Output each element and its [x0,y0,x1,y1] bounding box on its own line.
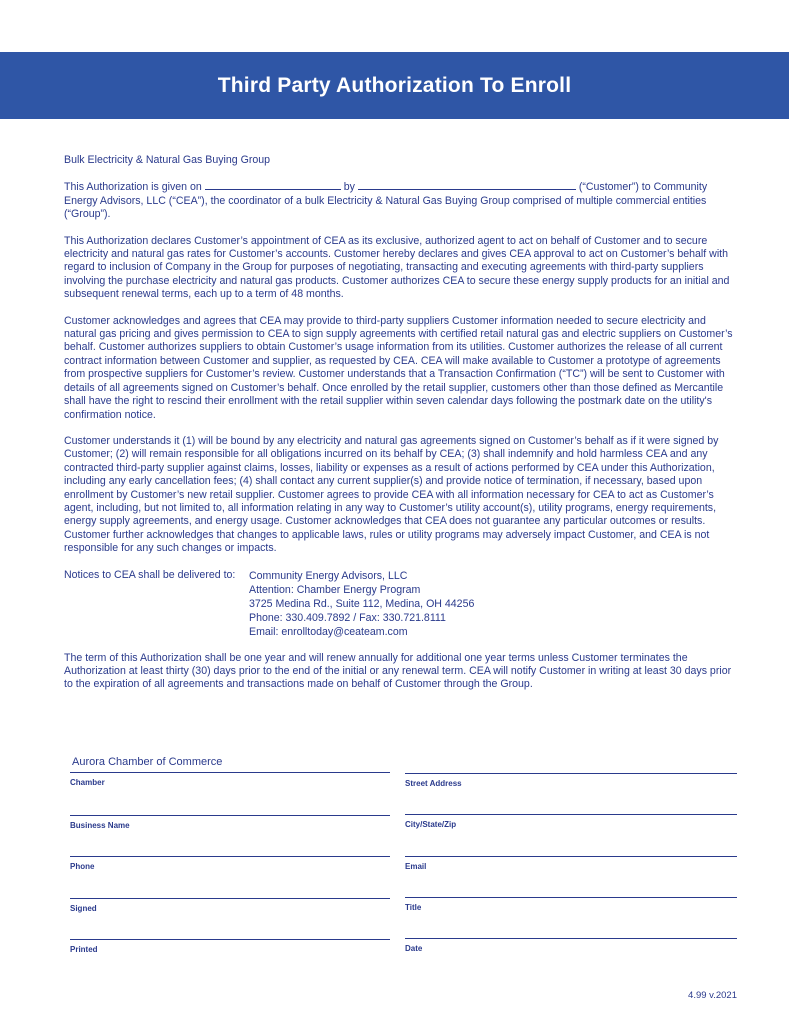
signed-field[interactable] [70,898,390,913]
city-state-zip-field[interactable] [405,814,737,829]
obligations-paragraph: Customer understands it (1) will be bound by any electricity and natural gas agreements signed on Customer’s behalf as if it were signed by Customer; (2) will remain responsible for all obligations incurred on its behalf by CEA; (3) shall indemnify and hold harmless CEA and any contracted third-party supplier against claims, losses, liability or expenses as a result of actions performed by CEA under this Authorization, including any early cancellation fees; (4) shall contact any current supplier(s) and provide notice of termination, if necessary, based upon enrollment by Customer’s new retail supplier. Customer agrees to provide CEA with all information necessary for CEA to act as Customer’s agent, including, but not limited to, all information relating in any way to Customer’s utility account(s), utility programs, energy requirements, energy supply agreements, and energy usage. Customer acknowledges that CEA does not guarantee any particular outcomes or results. Customer further acknowledges that changes to applicable laws, rules or utility programs may adversely impact Customer, and CEA is not responsible for any such changes or impacts. [64,434,719,555]
page-title: Third Party Authorization To Enroll [217,73,572,97]
field-label: Email [405,862,427,871]
notice-line: Email: enrolltoday@ceateam.com [249,625,408,638]
customer-name-blank[interactable] [358,179,576,190]
phone-field[interactable] [70,856,390,871]
field-label: Street Address [405,779,462,788]
appointment-paragraph: This Authorization declares Customer’s appointment of CEA as its exclusive, authorized agent to act on behalf of Customer and to secure electricity and natural gas rates for Customer’s accounts. Customer hereby declares and gives CEA approval to act on Customer’s behalf with regard to inclusion of Company in the Group for purposes of negotiating, transacting and executing agreements with third-party suppliers involving the purchase electricity and natural gas products. Customer authorizes CEA to secure these energy supply products for an initial and subsequent renewal terms, each up to a term of 48 months. [64,234,730,301]
intro-part-2: by [343,181,355,194]
date-field[interactable] [405,938,737,953]
field-label: Business Name [70,821,130,830]
acknowledgement-paragraph: Customer acknowledges and agrees that CEA may provide to third-party suppliers Customer information needed to secure electricity and natural gas pricing and gives permission to CEA to sign supply agreements with certified retail natural gas and electric suppliers on Customer’s behalf. Customer authorizes suppliers to obtain Customer’s usage information from its utilities. Customer authorizes the release of all current contract information between Customer and supplier, as requested by CEA. CEA will make available to Customer a prototype of agreements from prospective suppliers for Customer’s review. Customer understands that a Transaction Confirmation (“TC”) will be sent to Customer with details of all agreements signed on Customer’s behalf. Once enrolled by the retail supplier, customers other than those defined as Mercantile shall have the right to rescind their enrollment with the retail supplier within seven calendar days following the postmark date on the utility's confirmation notice. [64,314,733,421]
notice-line: Attention: Chamber Energy Program [249,583,421,596]
field-label: City/State/Zip [405,820,457,829]
term-paragraph: The term of this Authorization shall be one year and will renew annually for additional one year terms unless Customer terminates the Authorization at least thirty (30) days prior to the end of the initial or any renewal term. CEA will notify Customer in writing at least 30 days prior to the expiration of all agreements and transactions made on behalf of Customer through the Group. [64,651,732,691]
street-address-field[interactable] [405,773,737,788]
field-label: Date [405,944,423,953]
printed-field[interactable] [70,939,390,954]
business-name-field[interactable] [70,815,390,830]
email-field[interactable] [405,856,737,871]
field-label: Chamber [70,778,105,787]
document-body [64,154,736,705]
field-label: Phone [70,862,95,871]
title-banner [0,52,789,119]
intro-paragraph [64,179,736,221]
intro-part-1: This Authorization is given on [64,181,202,194]
chamber-field[interactable] [70,772,390,787]
document-subtitle: Bulk Electricity & Natural Gas Buying Group [64,154,271,166]
notices-label: Notices to CEA shall be delivered to: [64,568,236,581]
notice-line: 3725 Medina Rd., Suite 112, Medina, OH 44256 [249,597,475,610]
version-code: 4.99 v.2021 [688,990,737,1001]
field-label: Title [405,903,422,912]
date-blank[interactable] [205,179,341,190]
field-label: Printed [70,945,98,954]
field-label: Signed [70,904,97,913]
notice-line: Community Energy Advisors, LLC [249,569,408,582]
notices-address [249,569,474,639]
notices-block [64,569,736,639]
notice-line: Phone: 330.409.7892 / Fax: 330.721.8111 [249,611,446,624]
title-field[interactable] [405,897,737,912]
intro-part-3: (“Customer”) to Community Energy Advisors, LLC (“CEA”), the coordinator of a bulk Electricity & Natural Gas Buying Group comprised of multiple commercial entities (“Group”). [64,181,708,221]
chamber-value[interactable]: Aurora Chamber of Commerce [72,756,223,768]
